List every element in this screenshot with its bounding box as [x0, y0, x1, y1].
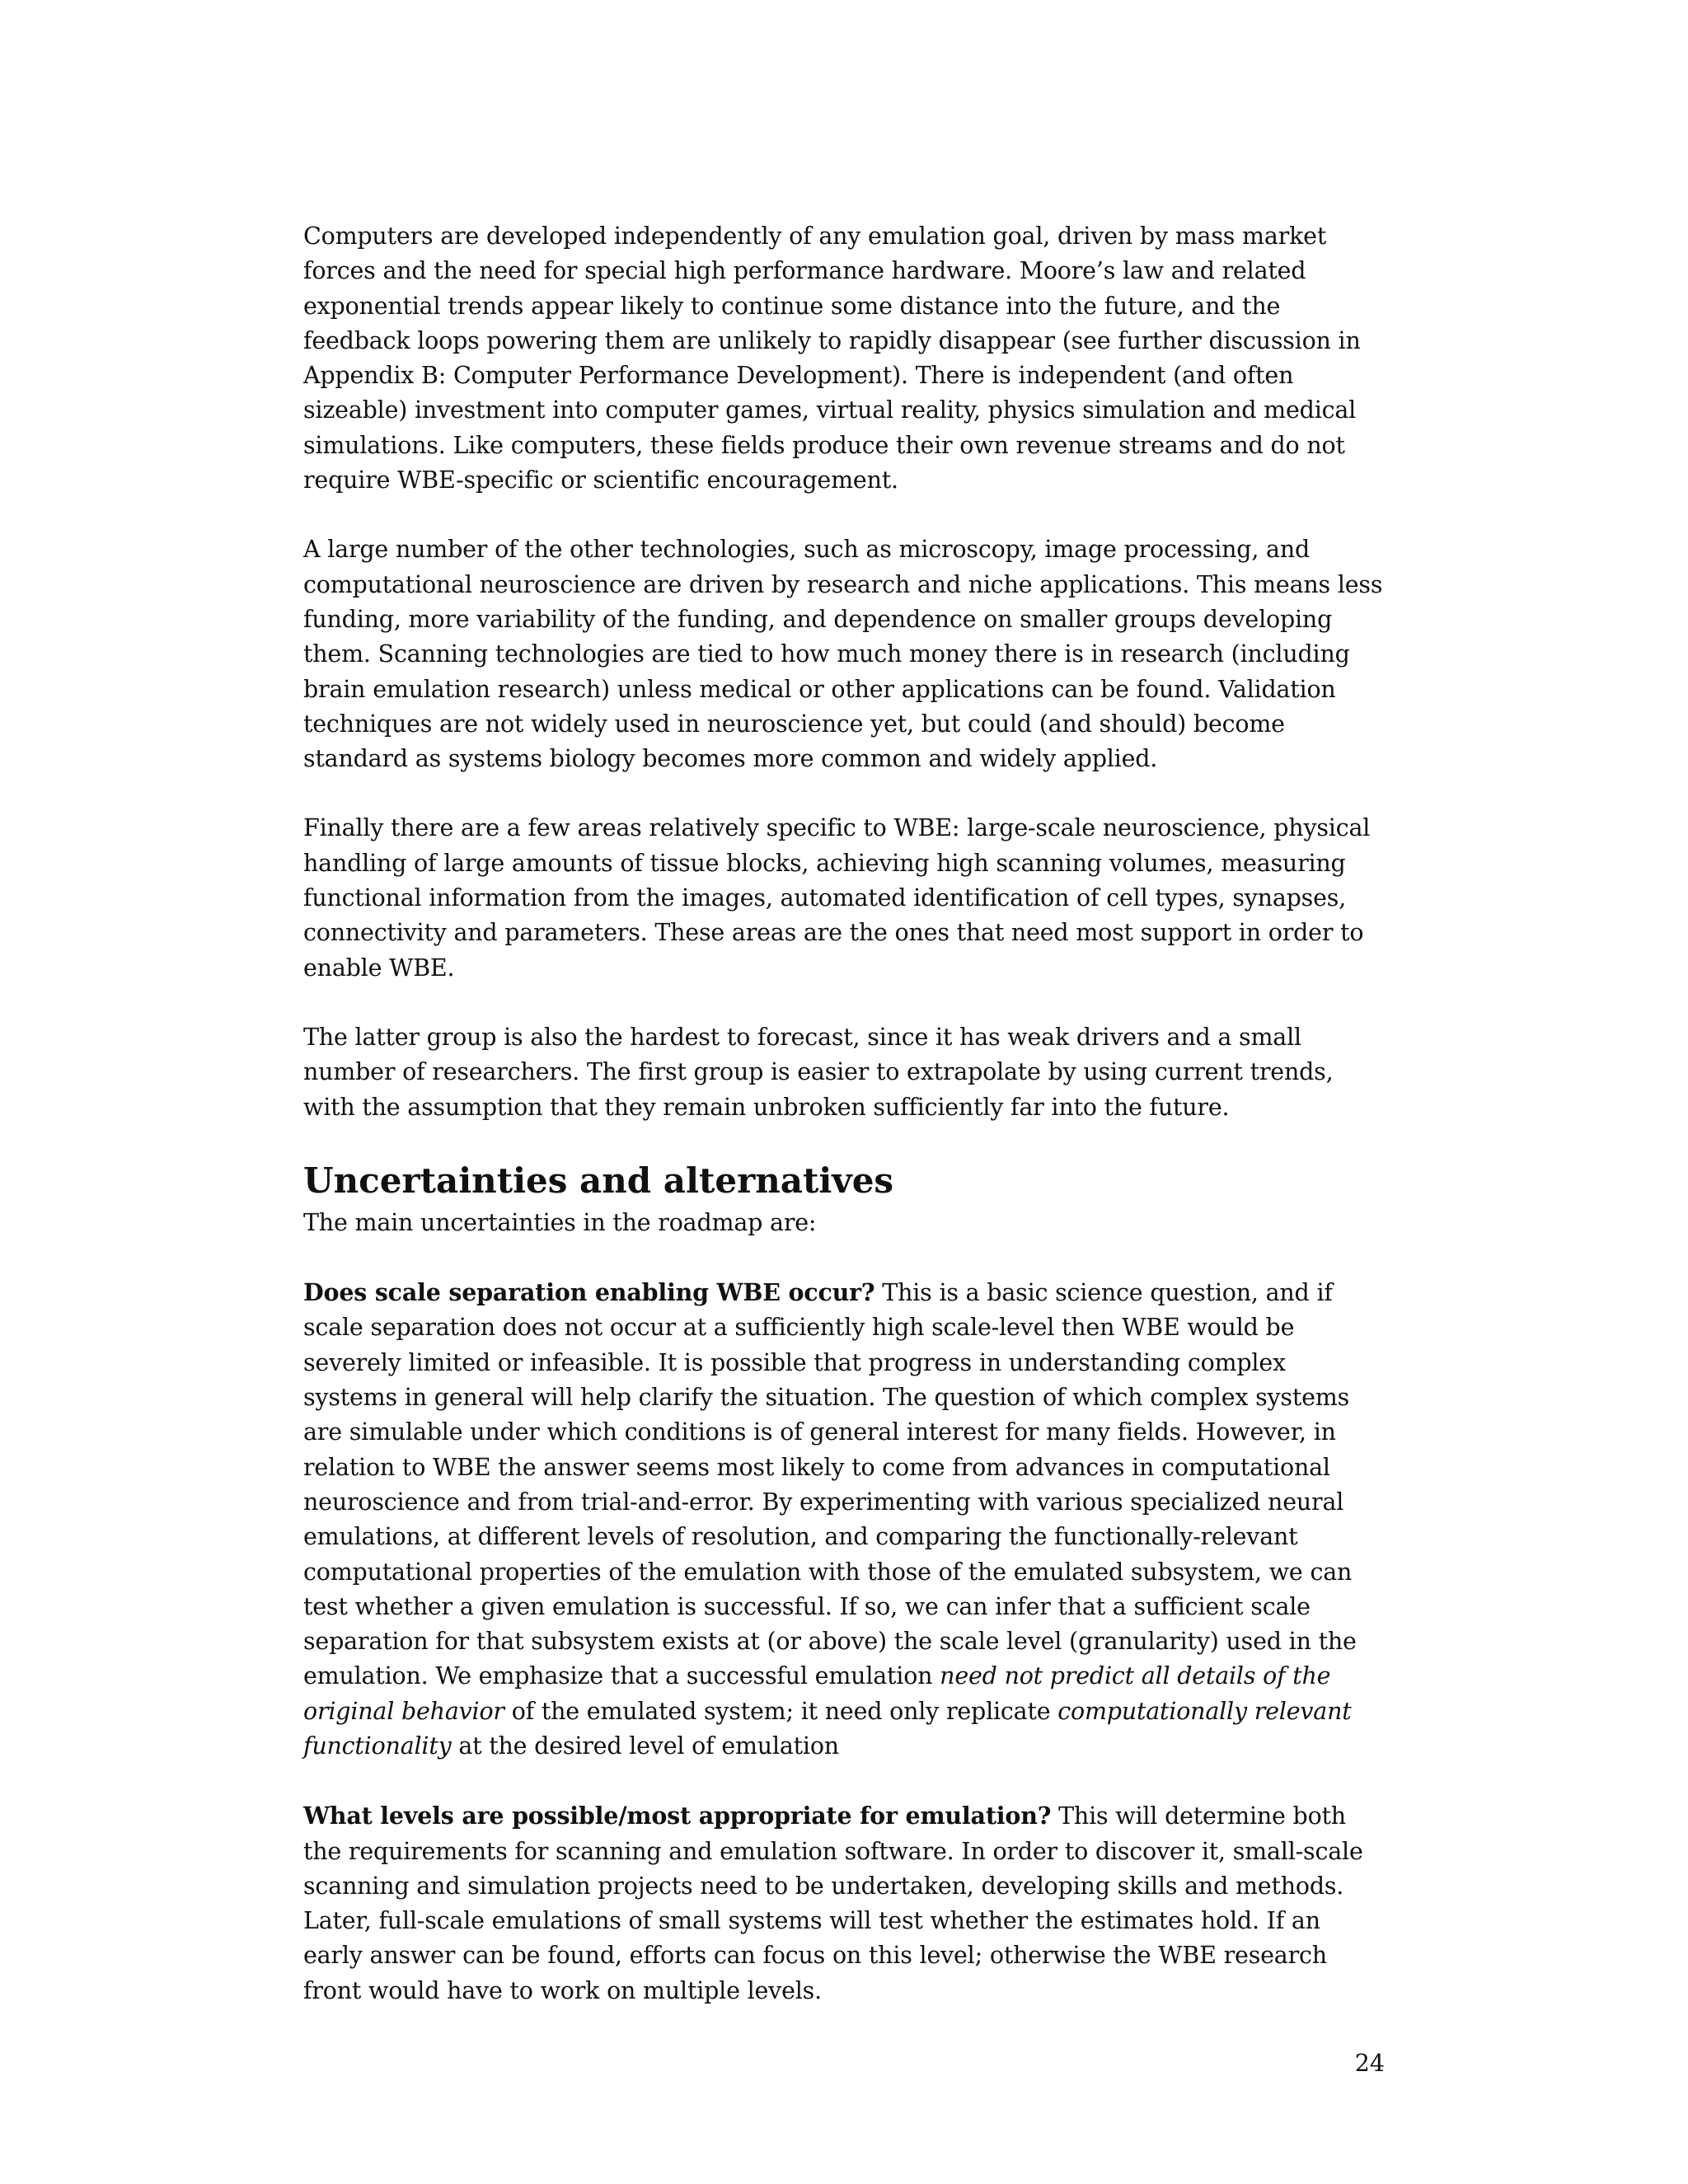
paragraph-computers: Computers are developed independently of any emulation goal, driven by mass market forces and the need for special high performance hardware. Moore’s law and related exponential trends appear likely to continue some distance into the future, and the feedback loops powering them are unlikely to rapidly disappear (see further discussion in Appendix B: Computer Performance Development). There is independent (and often sizeable) investment into computer games, virtual reality, physics simulation and medical simulations. Like computers, these fields produce their own revenue streams and do not require WBE-specific or scientific encouragement. [303, 223, 1361, 494]
question-scale-separation-emphasis-1: need not predict all details of the original behavior [303, 1662, 1331, 1725]
question-scale-separation-text-2: of the emulated system; it need only replicate [504, 1697, 1058, 1725]
question-scale-separation-emphasis-2: computationally relevant functionality [303, 1697, 1352, 1760]
question-emulation-levels-title: What levels are possible/most appropriate for emulation? [303, 1802, 1052, 1830]
question-scale-separation-text-1: This is a basic science question, and if scale separation does not occur at a sufficiently high scale-level then WBE would be severely limited or infeasible. It is possible that progress in understanding complex systems in general will help clarify the situation. The question of which complex systems are simulable under which conditions is of general interest for many fields. However, in relation to WBE the answer seems most likely to come from advances in computational neuroscience and from trial-and-error. By experimenting with various specialized neural emulations, at different levels of resolution, and comparing the functionally-relevant computational properties of the emulation with those of the emulated subsystem, we can test whether a given emulation is successful. If so, we can infer that a sufficient scale separation for that subsystem exists at (or above) the scale level (granularity) used in the emulation. We emphasize that a successful emulation [303, 1279, 1357, 1690]
paragraph-forecast: The latter group is also the hardest to forecast, since it has weak drivers and a small number of researchers. The first group is easier to extrapolate by using current trends, with the assumption that they remain unbroken sufficiently far into the future. [303, 1023, 1334, 1121]
question-scale-separation-text-3: at the desired level of emulation [451, 1732, 839, 1760]
question-emulation-levels [303, 1798, 1383, 2008]
paragraph-wbe-specific-areas: Finally there are a few areas relatively specific to WBE: large-scale neuroscience, physical handling of large amounts of tissue blocks, achieving high scanning volumes, measuring functional information from the images, automated identification of cell types, synapses, connectivity and parameters. These areas are the ones that need most support in order to enable WBE. [303, 814, 1371, 982]
section-heading: Uncertainties and alternatives [303, 1160, 894, 1201]
paragraph-other-technologies: A large number of the other technologies, such as microscopy, image processing, and computational neuroscience are driven by research and niche applications. This means less funding, more variability of the funding, and dependence on smaller groups developing them. Scanning technologies are tied to how much money there is in research (including brain emulation research) unless medical or other applications can be found. Validation techniques are not widely used in neuroscience yet, but could (and should) become standard as systems biology becomes more common and widely applied. [303, 536, 1383, 773]
page-number: 24 [1354, 2050, 1385, 2077]
body-text [303, 219, 1383, 2043]
question-emulation-levels-text: This will determine both the requirements for scanning and emulation software. In order to discover it, small-scale scanning and simulation projects need to be undertaken, developing skills and methods. Later, full-scale emulations of small systems will test whether the estimates hold. If an early answer can be found, efforts can focus on this level; otherwise the WBE research front would have to work on multiple levels. [303, 1802, 1363, 2004]
section-intro: The main uncertainties in the roadmap are: [303, 1208, 817, 1236]
question-scale-separation-title: Does scale separation enabling WBE occur? [303, 1278, 875, 1307]
question-scale-separation [303, 1275, 1383, 1764]
